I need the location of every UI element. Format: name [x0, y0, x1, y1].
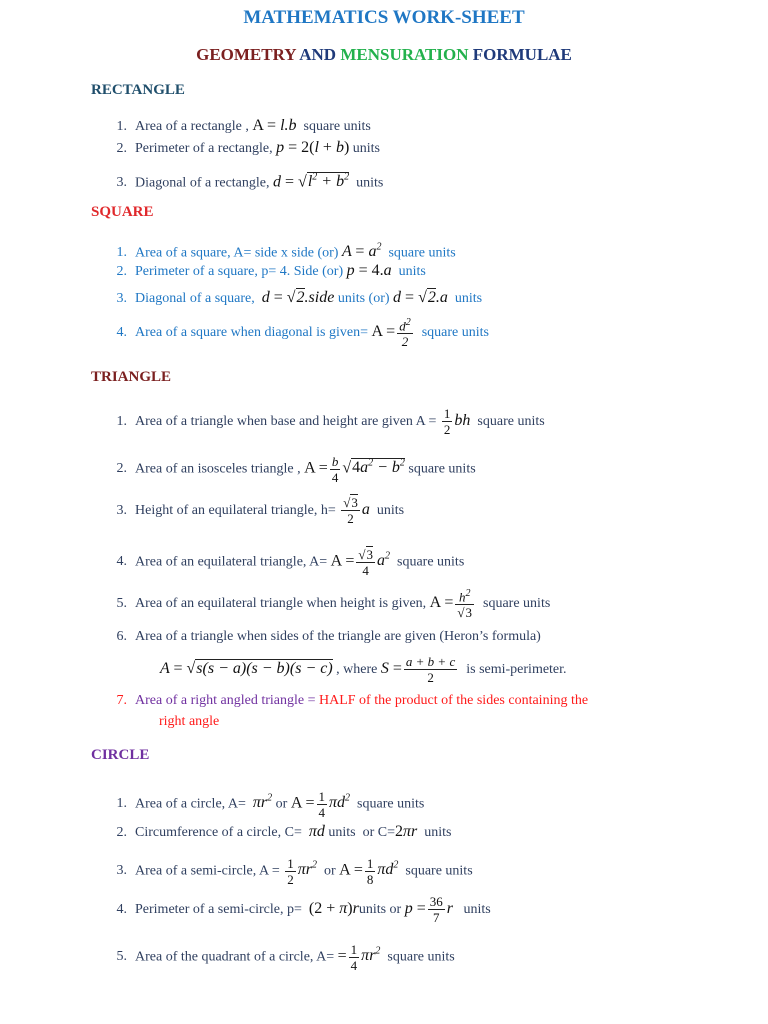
page-title: MATHEMATICS WORK-SHEET — [243, 7, 525, 28]
circle-item-5: 5. Area of the quadrant of a circle, A= = $\frac{1}{4}$ $\pi r^2$ square units — [116, 941, 455, 973]
subtitle-formulae: FORMULAE — [472, 45, 572, 64]
triangle-heading: TRIANGLE — [91, 369, 172, 385]
square-item-1: 1. Area of a square, A= side x side (or) $A = a^2$ square units — [116, 242, 456, 261]
square-item-2: 2. Perimeter of a square, p= 4. Side (or) p = 4.a units — [116, 262, 426, 279]
rectangle-heading: RECTANGLE — [91, 82, 185, 98]
triangle-item-7: 7. Area of a right angled triangle = HALF of the product of the sides containing the — [116, 693, 589, 708]
triangle-item-2: 2. Area of an isosceles triangle , A = $\frac{b}{4}$ $√4a^2 - b^2$ square units — [116, 453, 476, 485]
rectangle-item-3: 3. Diagonal of a rectangle, $d = √l^2 + b^2$ units — [116, 172, 384, 191]
subtitle-geometry: GEOMETRY — [196, 45, 296, 64]
circle-item-4: 4. Perimeter of a semi-circle, p= (2 + π)runits or p = $\frac{36}{7}$ r units — [116, 894, 491, 926]
triangle-item-5: 5. Area of an equilateral triangle when height is given, A = $\frac{h^2}{√3}$ square units — [116, 587, 551, 620]
subtitle-and: AND — [299, 45, 337, 64]
page-subtitle — [0, 45, 768, 65]
triangle-item-7-cont: right angle — [159, 714, 220, 729]
triangle-item-1: 1. Area of a triangle when base and height are given A = $\frac{1}{2}$ bh square units — [116, 406, 545, 438]
subtitle-mensuration: MENSURATION — [340, 45, 469, 64]
rectangle-item-2: 2. Perimeter of a rectangle, p = 2(l + b) units — [116, 139, 380, 156]
circle-item-1: 1. Area of a circle, $A= \pi r^2$ or A = $\frac{1}{4}$ $\pi d^2$ square units — [116, 788, 425, 820]
circle-item-3: 3. Area of a semi-circle, A = $\frac{1}{2}$ $\pi r^2$ or A = $\frac{1}{8}$ $\pi d^2$ square units — [116, 855, 473, 887]
triangle-item-6-formula: A = √s(s − a)(s − b)(s − c) , where S = $\frac{a + b + c}{2}$ is semi-perimeter. — [160, 654, 567, 686]
square-heading: SQUARE — [91, 204, 154, 220]
triangle-item-3: 3. Height of an equilateral triangle, h= $\frac{√3}{2}$ a units — [116, 495, 405, 527]
triangle-item-6: 6. Area of a triangle when sides of the triangle are given (Heron’s formula) — [116, 629, 541, 644]
square-item-4: 4. Area of a square when diagonal is given= A = $\frac{d^2}{2}$ square units — [116, 316, 489, 349]
square-item-3: 3. Diagonal of a square, d = √2.side units (or) d = √2.a units — [116, 289, 483, 306]
circle-heading: CIRCLE — [91, 747, 150, 763]
triangle-item-4: 4. Area of an equilateral triangle, A= A = $\frac{√3}{4}$ $a^2$ square units — [116, 546, 465, 578]
rectangle-item-1: 1. Area of a rectangle , A = l.b square units — [116, 117, 371, 134]
circle-item-2: 2. Circumference of a circle, C= πd units or C=2πr units — [116, 823, 452, 840]
